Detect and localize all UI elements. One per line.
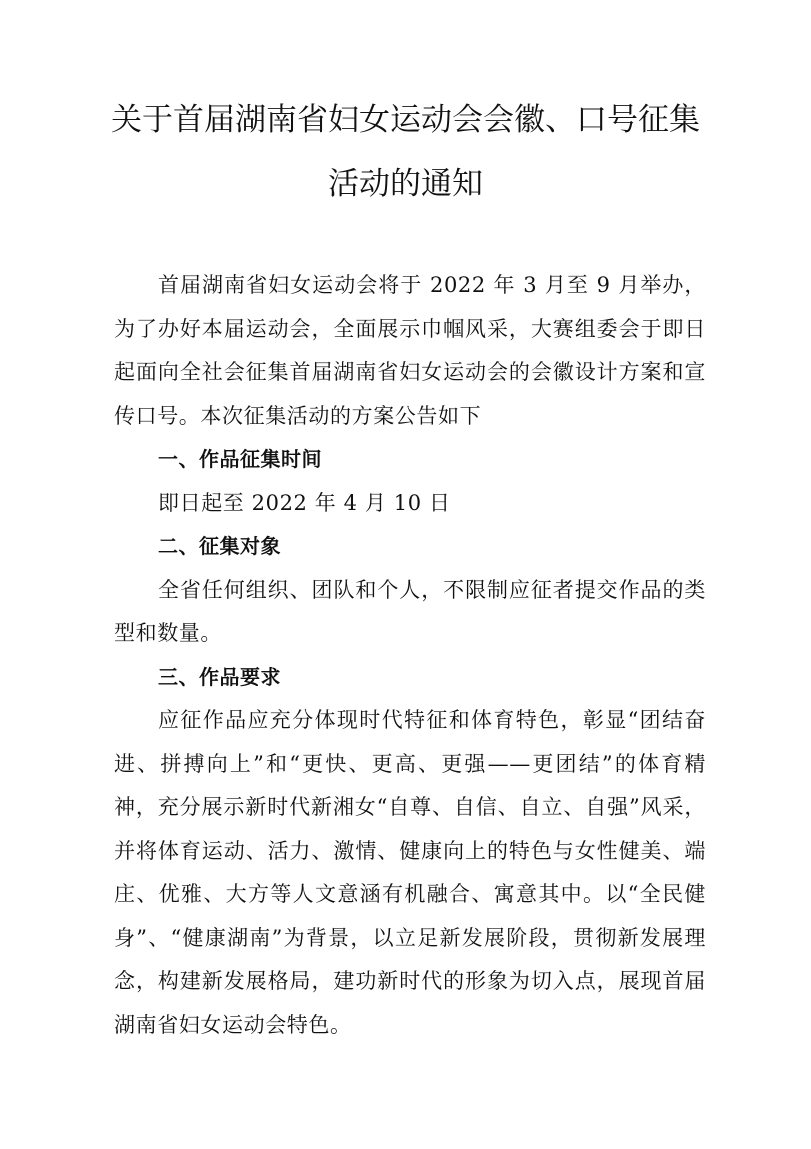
section-heading-time: 一、作品征集时间 bbox=[158, 447, 322, 471]
section-text-requirements: 应征作品应充分体现时代特征和体育特色，彰显“团结奋进、拼搏向上”和“更快、更高、更强——更团结”的体育精神，充分展示新时代新湘女“自尊、自信、自立、自强”风采，并将体育运动、活力、激情、健康向上的特色与女性健美、端庄、优雅、大方等人文意涵有机融合、寓意其中。以“全民健身”、“健康湖南”为背景，以立足新发展阶段，贯彻新发展理念，构建新发展格局，建功新时代的形象为切入点，展现首届湖南省妇女运动会特色。 bbox=[114, 708, 706, 1037]
document-title-line-2: 活动的通知 bbox=[328, 166, 483, 202]
document-title-line-1: 关于首届湖南省妇女运动会会徽、口号征集 bbox=[111, 102, 700, 138]
section-heading-target: 二、征集对象 bbox=[158, 534, 281, 558]
section-text-target: 全省任何组织、团队和个人，不限制应征者提交作品的类型和数量。 bbox=[114, 577, 706, 645]
section-text-time: 即日起至 2022 年 4 月 10 日 bbox=[158, 490, 451, 515]
section-heading-requirements: 三、作品要求 bbox=[158, 664, 281, 689]
document-body bbox=[114, 264, 706, 1047]
intro-paragraph: 首届湖南省妇女运动会将于 2022 年 3 月至 9 月举办，为了办好本届运动会，全面展示巾帼风采，大赛组委会于即日起面向全社会征集首届湖南省妇女运动会的会徽设计方案和宣传口号。本次征集活动的方案公告如下 bbox=[114, 273, 706, 428]
